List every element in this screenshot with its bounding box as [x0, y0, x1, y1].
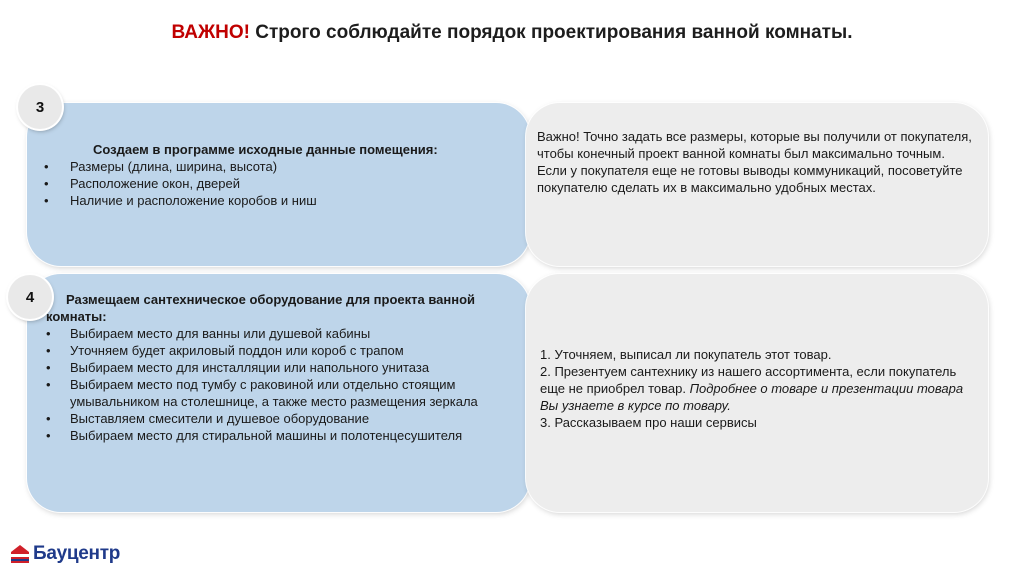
page-title	[0, 22, 1024, 44]
step-3-list	[40, 158, 510, 209]
step-4-number: 4	[8, 275, 52, 319]
logo-text: Бауцентр	[33, 543, 121, 564]
list-item: • Наличие и расположение коробов и ниш	[40, 192, 510, 209]
step-3-number: 3	[18, 85, 62, 129]
step-4-content	[46, 291, 516, 444]
list-item: • Расположение окон, дверей	[40, 175, 510, 192]
list-item: • Выбираем место для стиральной машины и полотенцесушителя	[46, 427, 516, 444]
step-4-note	[540, 346, 980, 431]
title-text: Строго соблюдайте порядок проектирования ванной комнаты.	[255, 22, 853, 43]
note-paragraph: Важно! Точно задать все размеры, которые вы получили от покупателя, чтобы конечный проект ванной комнаты был максимально точным.	[537, 129, 972, 161]
list-item: • Выбираем место для инсталляции или напольного унитаза	[46, 359, 516, 376]
list-item: • Выбираем место под тумбу с раковиной или отдельно стоящим умывальником на столешнице, а также место размещения зеркала	[46, 376, 516, 410]
list-item: • Выбираем место для ванны или душевой кабины	[46, 325, 516, 342]
step-3-content	[40, 141, 510, 209]
note-line: 1. Уточняем, выписал ли покупатель этот товар.	[540, 347, 832, 362]
bautsentr-logo-icon	[10, 544, 30, 564]
note-line: 3. Рассказываем про наши сервисы	[540, 415, 757, 430]
step-4-list	[46, 325, 516, 444]
step-4-heading: Размещаем сантехническое оборудование для проекта ванной комнаты:	[46, 292, 476, 324]
list-item: • Размеры (длина, ширина, высота)	[40, 158, 510, 175]
step-3-note	[537, 128, 977, 196]
list-item: • Выставляем смесители и душевое оборудование	[46, 410, 516, 427]
step-3-heading: Создаем в программе исходные данные помещения:	[93, 142, 438, 157]
bautsentr-logo	[10, 543, 120, 565]
note-italic-text: Подробнее о товаре и презентации товара Вы узнаете в курсе по товару.	[540, 381, 964, 413]
note-line	[540, 363, 980, 414]
note-plain-text: 2. Презентуем сантехнику из нашего ассортимента, если покупатель еще не приобрел товар.	[540, 364, 957, 396]
important-label: ВАЖНО!	[171, 22, 250, 43]
list-item: • Уточняем будет акриловый поддон или короб с трапом	[46, 342, 516, 359]
note-paragraph: Если у покупателя еще не готовы выводы коммуникаций, посоветуйте покупателю сделать их в максимально удобных местах.	[537, 163, 963, 195]
